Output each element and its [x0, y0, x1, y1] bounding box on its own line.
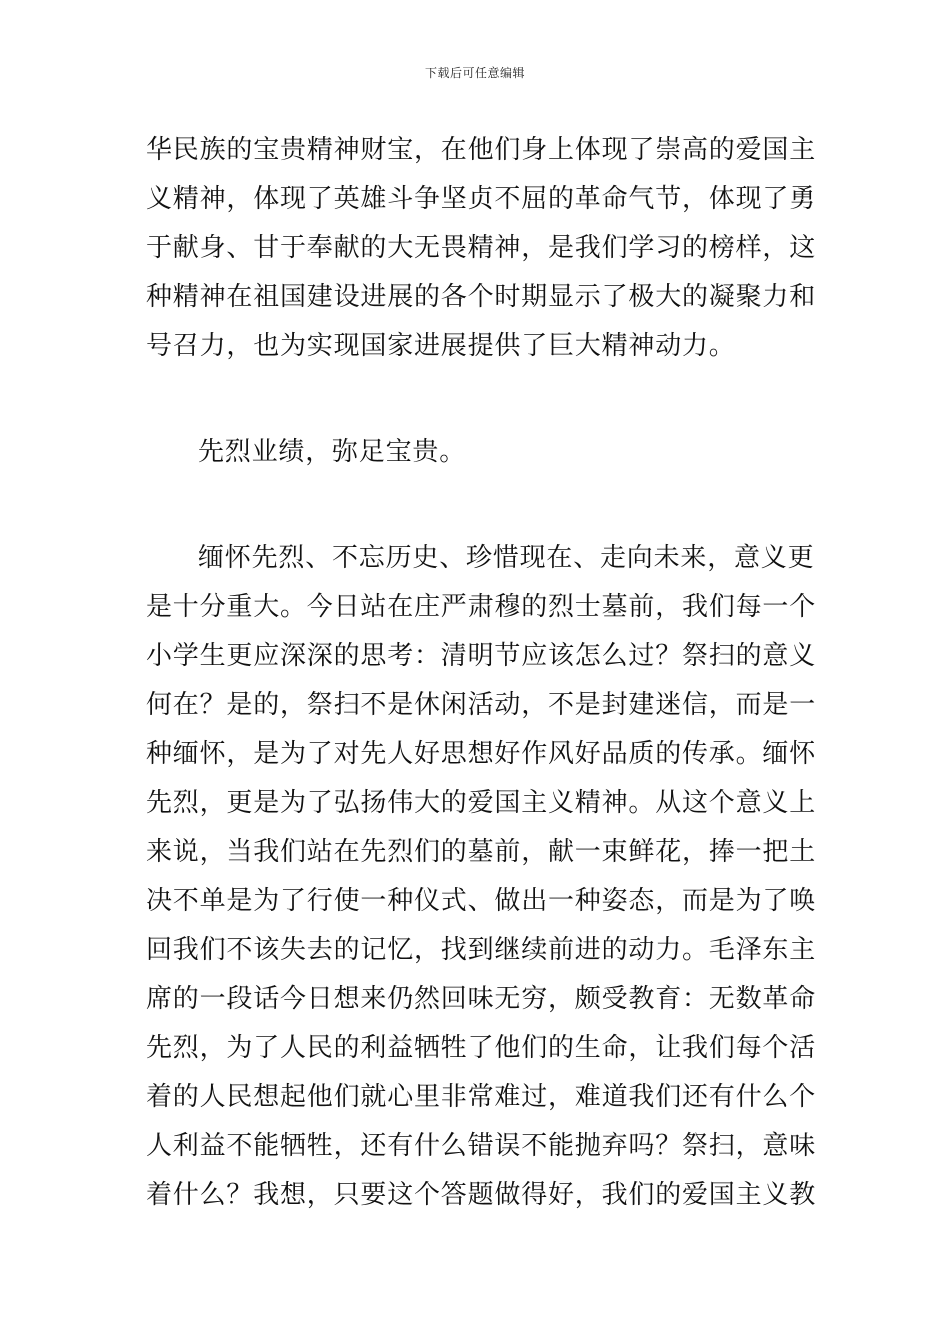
document-body — [146, 126, 817, 1220]
paragraph-gap — [146, 477, 808, 534]
text-line: 缅怀先烈、不忘历史、珍惜现在、走向未来，意义更 — [198, 543, 815, 573]
paragraph — [146, 428, 808, 477]
paragraph-gap — [146, 371, 808, 428]
text-line: 决不单是为了行使一种仪式、做出一种姿态，而是为了唤 — [146, 886, 817, 916]
text-line: 号召力，也为实现国家进展提供了巨大精神动力。 — [146, 331, 736, 361]
text-line: 先烈，更是为了弘扬伟大的爱国主义精神。从这个意义上 — [146, 788, 817, 818]
text-line: 回我们不该失去的记忆，找到继续前进的动力。毛泽东主 — [146, 935, 817, 965]
text-line: 是十分重大。今日站在庄严肃穆的烈士墓前，我们每一个 — [146, 592, 817, 622]
paragraph — [146, 534, 817, 1220]
text-line: 义精神，体现了英雄斗争坚贞不屈的革命气节，体现了勇 — [146, 184, 817, 214]
text-line: 着的人民想起他们就心里非常难过，难道我们还有什么个 — [146, 1082, 817, 1112]
paragraph — [146, 126, 817, 371]
text-line: 着什么？我想，只要这个答题做得好，我们的爱国主义教 — [146, 1180, 817, 1210]
text-line: 华民族的宝贵精神财宝，在他们身上体现了崇高的爱国主 — [146, 135, 817, 165]
text-line: 先烈业绩，弥足宝贵。 — [198, 437, 467, 467]
text-line: 先烈，为了人民的利益牺牲了他们的生命，让我们每个活 — [146, 1033, 817, 1063]
page-header: 下载后可任意编辑 — [424, 66, 525, 80]
text-line: 种缅怀，是为了对先人好思想好作风好品质的传承。缅怀 — [146, 739, 817, 769]
text-line: 人利益不能牺牲，还有什么错误不能抛弃吗？祭扫，意味 — [146, 1131, 817, 1161]
text-line: 于献身、甘于奉献的大无畏精神，是我们学习的榜样，这 — [146, 233, 817, 263]
text-line: 小学生更应深深的思考：清明节应该怎么过？祭扫的意义 — [146, 641, 817, 671]
text-line: 何在？是的，祭扫不是休闲活动，不是封建迷信，而是一 — [146, 690, 817, 720]
text-line: 席的一段话今日想来仍然回味无穷，颇受教育：无数革命 — [146, 984, 817, 1014]
text-line: 种精神在祖国建设进展的各个时期显示了极大的凝聚力和 — [146, 282, 817, 312]
text-line: 来说，当我们站在先烈们的墓前，献一束鲜花，捧一把土 — [146, 837, 817, 867]
